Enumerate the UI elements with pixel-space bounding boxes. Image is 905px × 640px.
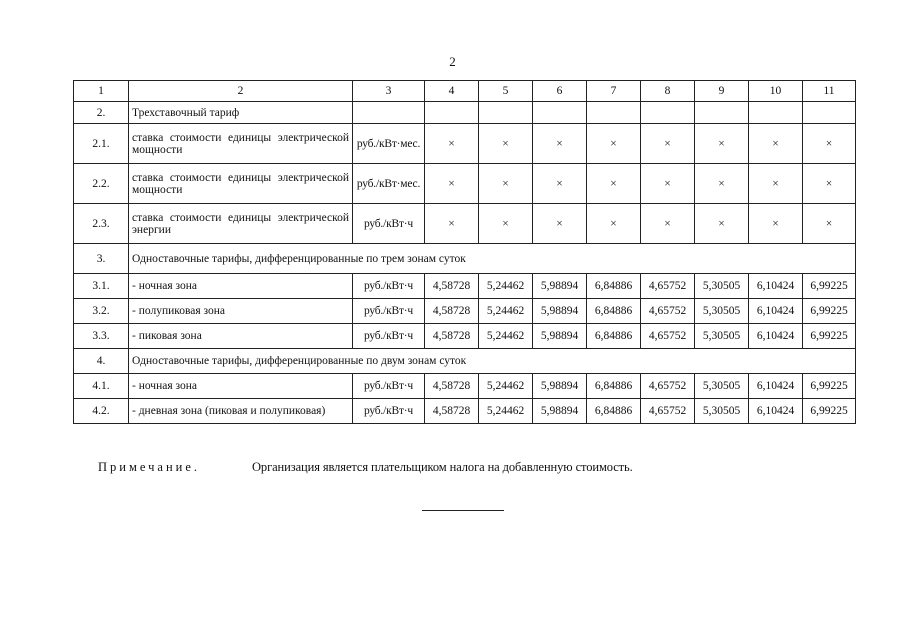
value-cell: 6,10424 [749, 299, 803, 324]
table-row [74, 124, 856, 164]
row-name: ставка стоимости единицы электрической мощности [129, 164, 353, 204]
value-cell: × [587, 164, 641, 204]
table-row [74, 274, 856, 299]
row-unit: руб./кВт·ч [353, 299, 425, 324]
row-number: 3.2. [74, 299, 129, 324]
header-cell-7: 7 [587, 81, 641, 102]
value-cell: × [587, 204, 641, 244]
table-row [74, 374, 856, 399]
header-cell-2: 2 [129, 81, 353, 102]
value-cell: 6,84886 [587, 274, 641, 299]
header-cell-9: 9 [695, 81, 749, 102]
page-number: 2 [449, 54, 456, 69]
value-cell: 6,99225 [803, 274, 856, 299]
value-cell: 6,10424 [749, 274, 803, 299]
header-cell-1: 1 [74, 81, 129, 102]
value-cell: × [803, 204, 856, 244]
row-unit: руб./кВт·ч [353, 204, 425, 244]
value-cell: 5,98894 [533, 399, 587, 424]
value-cell: 5,30505 [695, 374, 749, 399]
value-cell: 5,98894 [533, 274, 587, 299]
row-name: ставка стоимости единицы электрической энергии [129, 204, 353, 244]
row-number: 3. [74, 244, 129, 274]
row-number: 4. [74, 349, 129, 374]
row-number: 2. [74, 102, 129, 124]
value-cell: × [803, 124, 856, 164]
value-cell: 5,98894 [533, 324, 587, 349]
value-cell: 6,84886 [587, 299, 641, 324]
value-cell: 5,30505 [695, 299, 749, 324]
value-cell: × [641, 204, 695, 244]
value-cell: 4,58728 [425, 299, 479, 324]
value-cell: × [695, 204, 749, 244]
table-row [74, 244, 856, 274]
row-name: ставка стоимости единицы электрической мощности [129, 124, 353, 164]
header-row [74, 81, 856, 102]
value-cell: × [641, 164, 695, 204]
value-cell: 6,99225 [803, 374, 856, 399]
header-cell-3: 3 [353, 81, 425, 102]
value-cell: 5,24462 [479, 324, 533, 349]
value-cell: 4,65752 [641, 399, 695, 424]
value-cell: 5,24462 [479, 274, 533, 299]
value-cell: 5,30505 [695, 399, 749, 424]
value-cell: × [425, 164, 479, 204]
table-row [74, 204, 856, 244]
table-row [74, 349, 856, 374]
header-cell-6: 6 [533, 81, 587, 102]
row-unit [353, 102, 425, 124]
value-cell: 5,24462 [479, 374, 533, 399]
row-unit: руб./кВт·ч [353, 324, 425, 349]
value-cell: × [479, 204, 533, 244]
note [98, 460, 633, 475]
row-name: - ночная зона [129, 274, 353, 299]
value-cell [479, 102, 533, 124]
note-text: Организация является плательщиком налога на добавленную стоимость. [252, 460, 633, 474]
note-label: Примечание. [98, 460, 201, 474]
row-name: - полупиковая зона [129, 299, 353, 324]
row-number: 2.1. [74, 124, 129, 164]
value-cell: 4,65752 [641, 324, 695, 349]
header-cell-5: 5 [479, 81, 533, 102]
row-name: - ночная зона [129, 374, 353, 399]
value-cell: 6,99225 [803, 324, 856, 349]
row-number: 4.1. [74, 374, 129, 399]
value-cell: 4,58728 [425, 399, 479, 424]
value-cell: × [533, 164, 587, 204]
value-cell: 6,84886 [587, 374, 641, 399]
value-cell [803, 102, 856, 124]
table-row [74, 299, 856, 324]
value-cell: × [749, 164, 803, 204]
row-unit: руб./кВт·ч [353, 374, 425, 399]
value-cell: 5,24462 [479, 299, 533, 324]
value-cell: × [749, 204, 803, 244]
table-row [74, 164, 856, 204]
value-cell: × [425, 124, 479, 164]
value-cell: 5,30505 [695, 324, 749, 349]
value-cell [749, 102, 803, 124]
value-cell: 4,65752 [641, 274, 695, 299]
value-cell: 6,10424 [749, 324, 803, 349]
table-row [74, 324, 856, 349]
row-unit: руб./кВт·ч [353, 399, 425, 424]
value-cell: 6,10424 [749, 399, 803, 424]
value-cell: 4,65752 [641, 299, 695, 324]
header-cell-4: 4 [425, 81, 479, 102]
value-cell: 6,10424 [749, 374, 803, 399]
value-cell: 4,58728 [425, 324, 479, 349]
table-row [74, 399, 856, 424]
value-cell [695, 102, 749, 124]
row-unit: руб./кВт·мес. [353, 124, 425, 164]
row-name: Трехставочный тариф [129, 102, 353, 124]
value-cell: 5,30505 [695, 274, 749, 299]
value-cell [425, 102, 479, 124]
row-unit: руб./кВт·ч [353, 274, 425, 299]
row-number: 2.2. [74, 164, 129, 204]
end-rule [422, 510, 504, 511]
row-unit: руб./кВт·мес. [353, 164, 425, 204]
value-cell: × [695, 164, 749, 204]
row-number: 2.3. [74, 204, 129, 244]
value-cell: 6,99225 [803, 299, 856, 324]
header-cell-10: 10 [749, 81, 803, 102]
row-name: - дневная зона (пиковая и полупиковая) [129, 399, 353, 424]
row-number: 3.3. [74, 324, 129, 349]
value-cell: × [479, 124, 533, 164]
value-cell: 4,58728 [425, 374, 479, 399]
value-cell: 4,58728 [425, 274, 479, 299]
value-cell: 6,84886 [587, 399, 641, 424]
value-cell: 5,98894 [533, 299, 587, 324]
row-name: - пиковая зона [129, 324, 353, 349]
value-cell: 5,24462 [479, 399, 533, 424]
value-cell: 5,98894 [533, 374, 587, 399]
value-cell: 4,65752 [641, 374, 695, 399]
value-cell: × [425, 204, 479, 244]
section-heading: Одноставочные тарифы, дифференцированные по двум зонам суток [129, 349, 856, 374]
value-cell: × [479, 164, 533, 204]
value-cell: × [749, 124, 803, 164]
value-cell [533, 102, 587, 124]
value-cell: 6,84886 [587, 324, 641, 349]
row-number: 4.2. [74, 399, 129, 424]
value-cell: × [533, 204, 587, 244]
value-cell: × [533, 124, 587, 164]
value-cell [641, 102, 695, 124]
section-heading: Одноставочные тарифы, дифференцированные по трем зонам суток [129, 244, 856, 274]
table-row [74, 102, 856, 124]
header-cell-8: 8 [641, 81, 695, 102]
value-cell [587, 102, 641, 124]
value-cell: 6,99225 [803, 399, 856, 424]
value-cell: × [803, 164, 856, 204]
header-cell-11: 11 [803, 81, 856, 102]
value-cell: × [641, 124, 695, 164]
value-cell: × [587, 124, 641, 164]
row-number: 3.1. [74, 274, 129, 299]
tariff-table [73, 80, 856, 424]
value-cell: × [695, 124, 749, 164]
